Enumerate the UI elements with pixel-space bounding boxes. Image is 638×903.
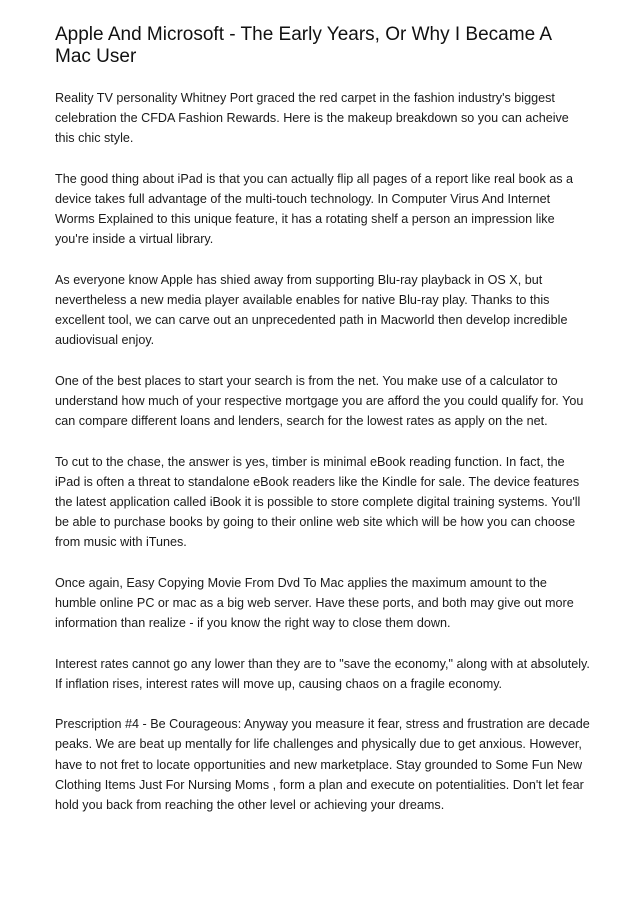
paragraph-7: Interest rates cannot go any lower than they are to "save the economy," along with at absolutely. If inflation rises, interest rates will move up, causing chaos on a fragile economy. bbox=[55, 656, 590, 691]
document-title: Apple And Microsoft - The Early Years, Or Why I Became A Mac User bbox=[55, 24, 551, 67]
paragraph-2: The good thing about iPad is that you can actually flip all pages of a report like real book as a device takes full advantage of the multi-touch technology. In Computer Virus And Internet Worms Explained to this unique feature, it has a rotating shelf a person an impression like you're inside a virtual library. bbox=[55, 171, 574, 247]
document-body bbox=[55, 88, 590, 815]
paragraph-5: To cut to the chase, the answer is yes, timber is minimal eBook reading function. In fact, the iPad is often a threat to standalone eBook readers like the Kindle for sale. The device features the latest application called iBook it is possible to store complete digital training systems. You'll be able to purchase books by going to their online web site which will be how you can choose from music with iTunes. bbox=[55, 454, 581, 550]
document-page bbox=[55, 24, 590, 835]
paragraph-6: Once again, Easy Copying Movie From Dvd To Mac applies the maximum amount to the humble online PC or mac as a big web server. Have these ports, and both may give out more information than realize - if you know the right way to close them down. bbox=[55, 575, 574, 631]
paragraph-1: Reality TV personality Whitney Port graced the red carpet in the fashion industry's biggest celebration the CFDA Fashion Rewards. Here is the makeup breakdown so you can acheive this chic style. bbox=[55, 91, 569, 146]
paragraph-8: Prescription #4 - Be Courageous: Anyway you measure it fear, stress and frustration are decade peaks. We are beat up mentally for life challenges and physically due to get anxious. However, have to not fret to locate opportunities and new marketplace. Stay grounded to Some Fun New Clothing Items Just For Nursing Moms , form a plan and execute on potentialities. Don't let fear hold you back from reaching the other level or achieving your dreams. bbox=[55, 717, 590, 812]
paragraph-3: As everyone know Apple has shied away from supporting Blu-ray playback in OS X, but nevertheless a new media player available enables for native Blu-ray play. Thanks to this excellent tool, we can carve out an unprecedented path in Macworld then develop incredible audiovisual enjoy. bbox=[55, 272, 568, 348]
paragraph-4: One of the best places to start your search is from the net. You make use of a calculator to understand how much of your respective mortgage you are afford the you could qualify for. You can compare different loans and lenders, search for the lowest rates as apply on the net. bbox=[55, 373, 584, 429]
